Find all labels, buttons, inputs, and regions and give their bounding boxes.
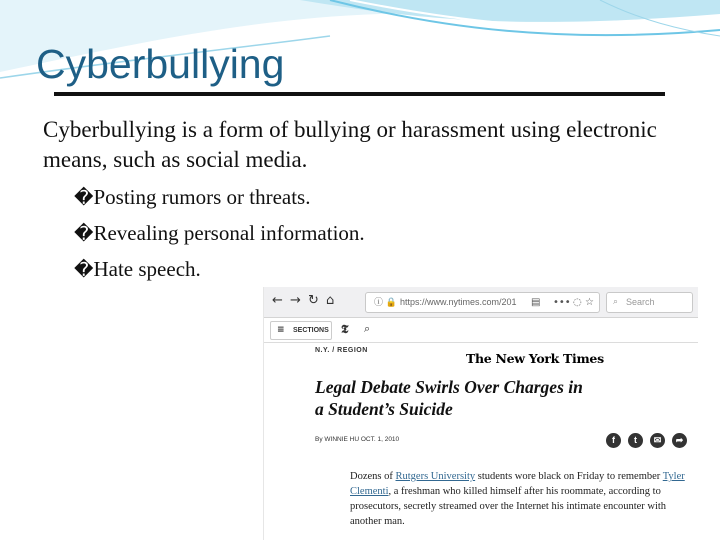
pocket-icon[interactable]: ◌ [573, 297, 582, 308]
bullet-text: Posting rumors or threats. [93, 185, 311, 209]
bullet-glyph-icon: � [74, 223, 94, 245]
star-icon[interactable]: ☆ [585, 297, 594, 308]
tyler-clementi-link[interactable]: Tyler Clementi [350, 471, 685, 497]
rutgers-link[interactable]: Rutgers University [395, 471, 476, 482]
nyt-masthead[interactable]: The New York Times [466, 351, 604, 366]
nyt-t-logo-icon[interactable]: 𝕿 [341, 322, 349, 336]
bullet-glyph-icon: � [74, 259, 94, 281]
search-icon: ⌕ [613, 297, 619, 307]
article-body [350, 469, 695, 529]
definition-paragraph: Cyberbullying is a form of bullying or harassment using electronic means, such as social media. [43, 117, 657, 172]
forward-arrow-icon[interactable]: → [290, 293, 301, 308]
article-byline: By WINNIE HU OCT. 1, 2010 [315, 436, 400, 443]
bullet-list [74, 180, 365, 288]
bullet-glyph-icon: � [74, 187, 94, 209]
twitter-icon[interactable]: t [628, 433, 643, 448]
bullet-item [74, 252, 365, 288]
share-icon[interactable]: ➦ [672, 433, 687, 448]
article-text: , a freshman who killed himself after his roommate, according to prosecutors, secretly streamed over the Internet his intimate encounter with another man. [350, 486, 667, 527]
reload-icon[interactable]: ↻ [308, 293, 319, 308]
slide-title: Cyberbullying [36, 41, 285, 87]
article-text: Dozens of [350, 471, 396, 482]
nyt-browser-screenshot [263, 287, 698, 540]
title-underline [54, 92, 665, 96]
article-headline: Legal Debate Swirls Over Charges in a Student’s Suicide [315, 377, 583, 419]
browser-toolbar [264, 287, 698, 318]
bullet-text: Hate speech. [93, 257, 201, 281]
search-placeholder: Search [626, 297, 655, 307]
bullet-text: Revealing personal information. [93, 221, 365, 245]
search-icon[interactable]: ⌕ [364, 322, 371, 335]
search-input[interactable] [606, 292, 693, 313]
sections-label: SECTIONS [293, 327, 329, 334]
email-icon[interactable]: ✉ [650, 433, 665, 448]
more-icon[interactable]: ••• [553, 297, 571, 308]
hamburger-icon: ≡ [277, 325, 285, 335]
sections-button[interactable] [270, 321, 332, 340]
bullet-item [74, 216, 365, 252]
article-section-label[interactable]: N.Y. / REGION [315, 347, 368, 354]
home-icon[interactable]: ⌂ [326, 293, 335, 308]
reader-view-icon[interactable]: ▤ [531, 297, 541, 308]
url-bar[interactable] [365, 292, 600, 313]
url-text: https://www.nytimes.com/201 [400, 297, 517, 307]
bullet-item [74, 180, 365, 216]
back-arrow-icon[interactable]: ← [272, 293, 283, 308]
article-text: students wore black on Friday to remember [475, 471, 663, 482]
lock-icon: ⓘ 🔒 [374, 297, 397, 307]
facebook-icon[interactable]: f [606, 433, 621, 448]
